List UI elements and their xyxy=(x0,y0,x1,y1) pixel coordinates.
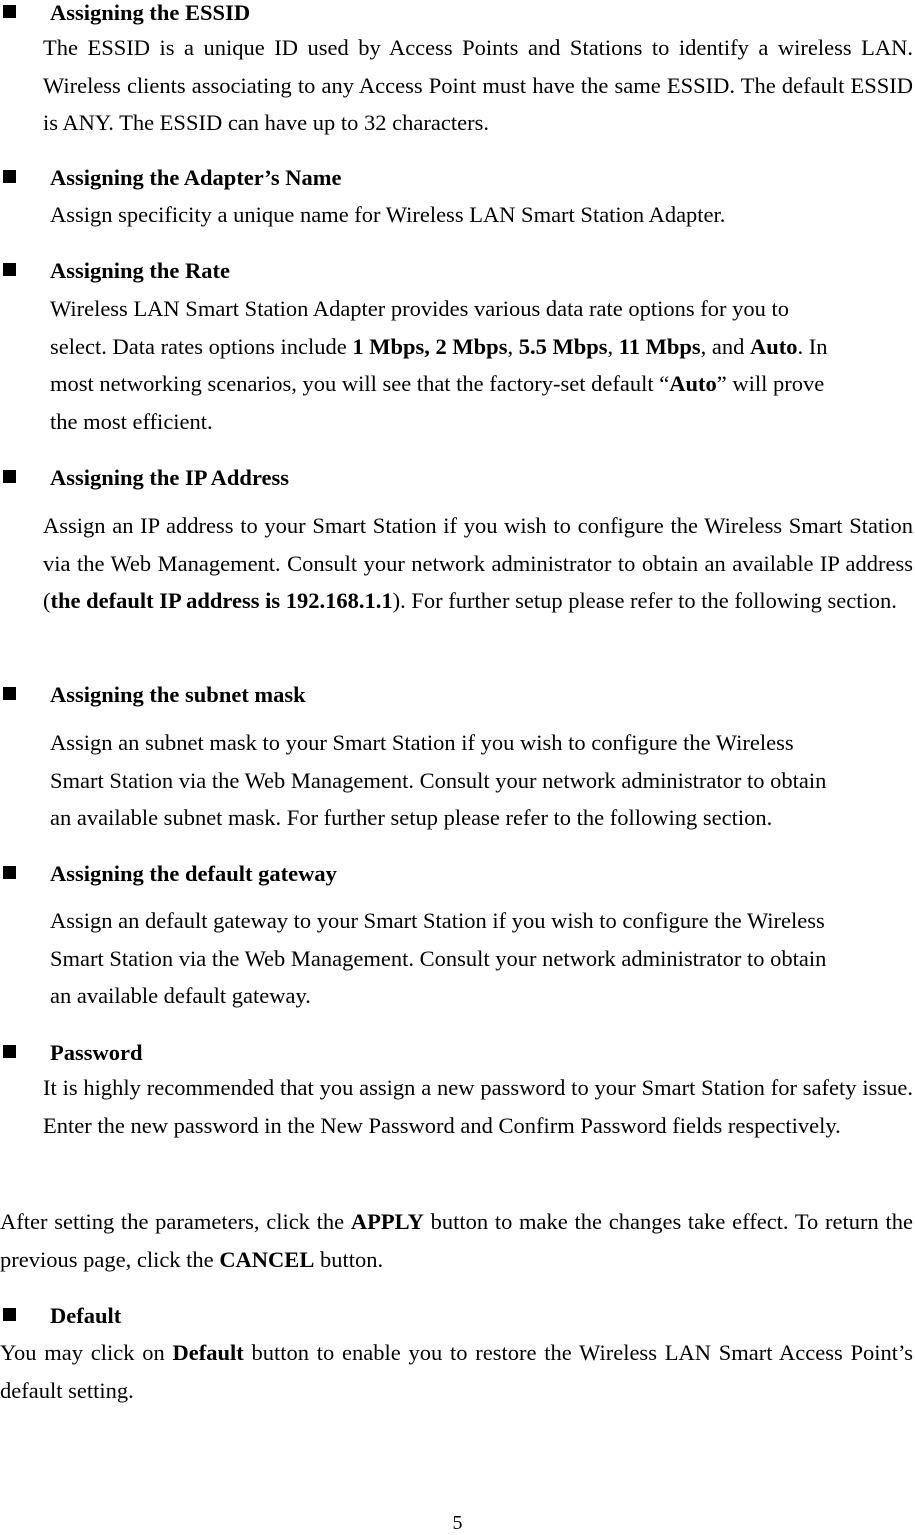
rate-default-line: most networking scenarios, you will see that the factory-set default “Auto” will prove xyxy=(50,371,825,396)
subnet-mask-paragraph: Assign an subnet mask to your Smart Station if you wish to configure the Wireless Smart Station via the Web Management. Consult your network administrator to obtain an available subnet mask. For further setup please refer to the following section. xyxy=(50,730,827,830)
square-bullet-icon xyxy=(3,470,16,483)
essid-paragraph: The ESSID is a unique ID used by Access Points and Stations to identify a wireless LAN. Wireless clients associating to any Access Point must have the same ESSID. The default ESSID is ANY. The ESSID can have up to 32 characters. xyxy=(43,35,913,135)
square-bullet-icon xyxy=(3,170,16,183)
square-bullet-icon xyxy=(3,5,16,18)
password-paragraph: It is highly recommended that you assign a new password to your Smart Station for safety issue. Enter the new password in the New Password and Confirm Password fields respectively. xyxy=(43,1075,913,1138)
adapter-name-paragraph: Assign specificity a unique name for Wireless LAN Smart Station Adapter. xyxy=(50,202,726,227)
square-bullet-icon xyxy=(3,687,16,700)
square-bullet-icon xyxy=(3,1045,16,1058)
apply-note-paragraph: After setting the parameters, click the APPLY button to make the changes take effect. To return the previous page, click the CANCEL button. xyxy=(0,1209,913,1272)
default-paragraph: You may click on Default button to enable you to restore the Wireless LAN Smart Access Point’s default setting. xyxy=(0,1340,913,1403)
ip-address-paragraph: Assign an IP address to your Smart Station if you wish to configure the Wireless Smart Station via the Web Management. Consult your network administrator to obtain an available IP address (the default IP address is 192.168.1.1). For further setup please refer to the following section. xyxy=(43,513,913,613)
rate-options-line: select. Data rates options include 1 Mbps, 2 Mbps, 5.5 Mbps, 11 Mbps, and Auto. In xyxy=(50,333,828,359)
square-bullet-icon xyxy=(3,263,16,276)
default-gateway-paragraph: Assign an default gateway to your Smart Station if you wish to configure the Wireless Smart Station via the Web Management. Consult your network administrator to obtain an available default gateway. xyxy=(50,908,827,1008)
square-bullet-icon xyxy=(3,866,16,879)
rate-paragraph: Wireless LAN Smart Station Adapter provides various data rate options for you to select. Data rates options include 1 Mbps, 2 Mbps, 5.5 Mbps, 11 Mbps, and Auto. In most networking scenarios, you will see that the factory-set default “Auto” will prove the most efficient. xyxy=(50,290,913,440)
page-number: 5 xyxy=(452,1512,463,1534)
square-bullet-icon xyxy=(3,1308,16,1321)
